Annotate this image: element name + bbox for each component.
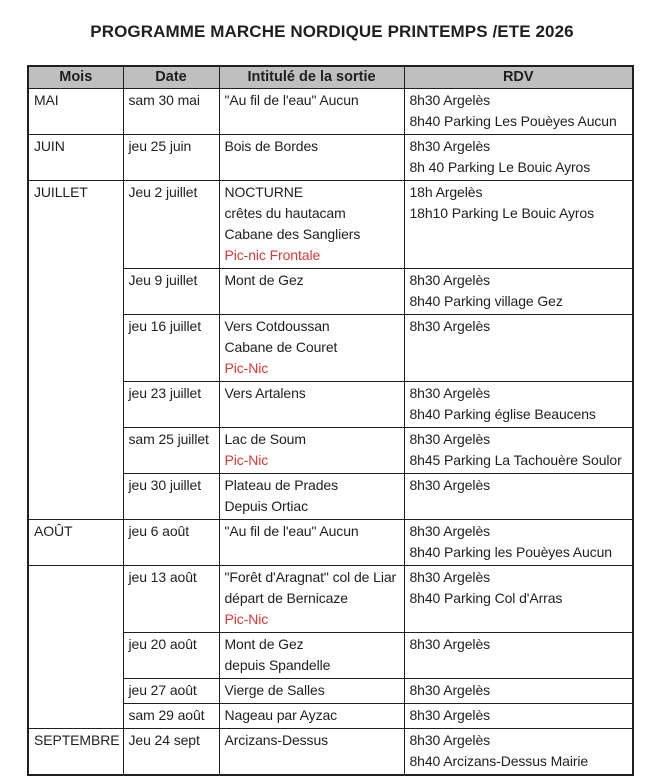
schedule-table-body	[28, 89, 633, 776]
outing-cell	[219, 520, 404, 566]
month-cell: SEPTEMBRE	[28, 729, 123, 776]
outing-line: Mont de Gez	[224, 272, 304, 288]
rdv-line: 8h45 Parking La Tachouère Soulor	[409, 452, 622, 468]
date-cell: Jeu 2 juillet	[123, 181, 219, 269]
date-cell: jeu 23 juillet	[123, 382, 219, 428]
rdv-line: 8h30 Argelès	[409, 707, 491, 723]
outing-line: Vierge de Salles	[224, 682, 325, 698]
schedule-table	[27, 65, 634, 776]
rdv-cell	[404, 520, 633, 566]
outing-line: "Forêt d'Aragnat" col de Liar	[224, 569, 397, 585]
rdv-line: 8h30 Argelès	[409, 318, 491, 334]
picnic-note: Pic-nic Frontale	[224, 247, 321, 263]
rdv-line: 8h 40 Parking Le Bouic Ayros	[409, 159, 591, 175]
month-cell: JUIN	[28, 135, 123, 181]
table-row	[28, 520, 633, 566]
outing-cell	[219, 633, 404, 679]
outing-cell	[219, 181, 404, 269]
date-cell: Jeu 24 sept	[123, 729, 219, 776]
rdv-line: 8h30 Argelès	[409, 636, 491, 652]
outing-line: Plateau de Prades	[224, 477, 338, 493]
outing-line: Lac de Soum	[224, 431, 306, 447]
date-cell: jeu 20 août	[123, 633, 219, 679]
rdv-cell	[404, 181, 633, 269]
outing-cell	[219, 704, 404, 729]
rdv-line: 8h30 Argelès	[409, 385, 491, 401]
rdv-line: 8h30 Argelès	[409, 477, 491, 493]
rdv-line: 8h30 Argelès	[409, 569, 491, 585]
rdv-cell	[404, 474, 633, 520]
rdv-line: 8h40 Parking église Beaucens	[409, 406, 596, 422]
rdv-line: 8h30 Argelès	[409, 682, 491, 698]
outing-cell	[219, 135, 404, 181]
outing-cell	[219, 428, 404, 474]
month-cell: AOÛT	[28, 520, 123, 566]
date-cell: jeu 25 juin	[123, 135, 219, 181]
rdv-cell	[404, 704, 633, 729]
rdv-line: 8h40 Arcizans-Dessus Mairie	[409, 753, 589, 769]
rdv-cell	[404, 633, 633, 679]
date-cell: jeu 16 juillet	[123, 315, 219, 382]
date-cell: jeu 27 août	[123, 679, 219, 704]
table-row	[28, 181, 633, 269]
date-cell: sam 30 mai	[123, 89, 219, 135]
rdv-cell	[404, 89, 633, 135]
rdv-line: 8h30 Argelès	[409, 431, 491, 447]
picnic-note: Pic-Nic	[224, 611, 269, 627]
rdv-line: 18h10 Parking Le Bouic Ayros	[409, 205, 595, 221]
outing-line: NOCTURNE	[224, 184, 304, 200]
outing-line: "Au fil de l'eau" Aucun	[224, 92, 359, 108]
outing-line: départ de Bernicaze	[224, 590, 348, 606]
outing-line: Cabane des Sangliers	[224, 226, 361, 242]
rdv-cell	[404, 315, 633, 382]
rdv-line: 8h30 Argelès	[409, 732, 491, 748]
rdv-line: 8h30 Argelès	[409, 523, 491, 539]
column-header-mois: Mois	[28, 66, 123, 89]
table-row	[28, 135, 633, 181]
outing-line: Vers Cotdoussan	[224, 318, 330, 334]
outing-cell	[219, 89, 404, 135]
outing-line: Arcizans-Dessus	[224, 732, 329, 748]
date-cell: sam 25 juillet	[123, 428, 219, 474]
month-cell: JUILLET	[28, 181, 123, 520]
outing-cell	[219, 382, 404, 428]
outing-line: Vers Artalens	[224, 385, 306, 401]
table-row	[28, 729, 633, 776]
outing-line: Bois de Bordes	[224, 138, 319, 154]
outing-line: Cabane de Couret	[224, 339, 338, 355]
rdv-line: 8h30 Argelès	[409, 138, 491, 154]
date-cell: Jeu 9 juillet	[123, 269, 219, 315]
outing-cell	[219, 474, 404, 520]
table-row	[28, 566, 633, 633]
column-header-sortie: Intitulé de la sortie	[219, 66, 404, 89]
picnic-note: Pic-Nic	[224, 360, 269, 376]
picnic-note: Pic-Nic	[224, 452, 269, 468]
rdv-cell	[404, 428, 633, 474]
rdv-line: 8h40 Parking village Gez	[409, 293, 563, 309]
month-cell	[28, 566, 123, 729]
rdv-cell	[404, 135, 633, 181]
outing-cell	[219, 729, 404, 776]
column-header-rdv: RDV	[404, 66, 633, 89]
outing-cell	[219, 315, 404, 382]
outing-line: Nageau par Ayzac	[224, 707, 338, 723]
rdv-cell	[404, 382, 633, 428]
rdv-line: 8h40 Parking Col d'Arras	[409, 590, 563, 606]
rdv-cell	[404, 269, 633, 315]
outing-line: Depuis Ortiac	[224, 498, 309, 514]
outing-line: "Au fil de l'eau" Aucun	[224, 523, 359, 539]
date-cell: jeu 30 juillet	[123, 474, 219, 520]
date-cell: sam 29 août	[123, 704, 219, 729]
rdv-cell	[404, 679, 633, 704]
document-title: PROGRAMME MARCHE NORDIQUE PRINTEMPS /ETE 2026	[90, 22, 574, 41]
rdv-line: 8h40 Parking Les Pouèyes Aucun	[409, 113, 617, 129]
table-row	[28, 89, 633, 135]
outing-cell	[219, 269, 404, 315]
outing-line: depuis Spandelle	[224, 657, 331, 673]
rdv-line: 8h30 Argelès	[409, 272, 491, 288]
month-cell: MAI	[28, 89, 123, 135]
rdv-line: 8h40 Parking les Pouèyes Aucun	[409, 544, 612, 560]
outing-line: Mont de Gez	[224, 636, 304, 652]
outing-line: crêtes du hautacam	[224, 205, 346, 221]
date-cell: jeu 13 août	[123, 566, 219, 633]
rdv-line: 18h Argelès	[409, 184, 483, 200]
date-cell: jeu 6 août	[123, 520, 219, 566]
rdv-cell	[404, 729, 633, 776]
column-header-date: Date	[123, 66, 219, 89]
header-row	[28, 66, 633, 89]
rdv-cell	[404, 566, 633, 633]
outing-cell	[219, 566, 404, 633]
rdv-line: 8h30 Argelès	[409, 92, 491, 108]
outing-cell	[219, 679, 404, 704]
